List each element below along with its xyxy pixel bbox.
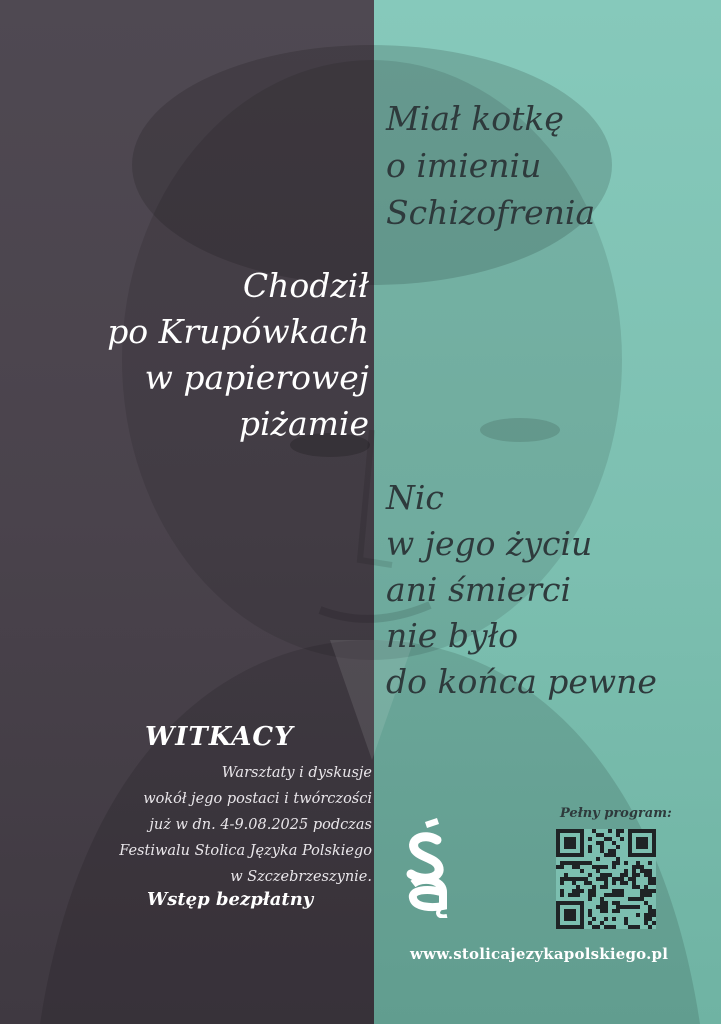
quote-cat <box>386 95 595 236</box>
qr-code-icon[interactable] <box>556 829 656 929</box>
quote-line: po Krupówkach <box>107 312 369 351</box>
website-link[interactable]: www.stolicajezykapolskiego.pl <box>410 945 669 963</box>
description-line: w Szczebrzeszynie. <box>230 869 372 885</box>
quote-line: Chodził <box>242 266 369 305</box>
description-line: już w dn. 4-9.08.2025 podczas <box>149 817 372 833</box>
festival-logo-icon <box>403 818 453 918</box>
program-label: Pełny program: <box>560 806 672 821</box>
quote-line: ani śmierci <box>386 570 572 609</box>
quote-line: o imieniu <box>386 146 542 185</box>
quote-line: nie było <box>386 616 519 655</box>
admission-note: Wstęp bezpłatny <box>147 889 314 910</box>
quote-line: Miał kotkę <box>386 99 564 138</box>
quote-line: w papierowej <box>144 358 369 397</box>
quote-pajamas <box>107 263 369 447</box>
quote-line: Schizofrenia <box>386 193 596 232</box>
quote-line: Nic <box>386 478 444 517</box>
quote-line: do końca pewne <box>386 662 657 701</box>
description-line: Warsztaty i dyskusje <box>221 765 372 781</box>
description-line: Festiwalu Stolica Języka Polskiego <box>119 843 372 859</box>
quote-line: w jego życiu <box>386 524 593 563</box>
event-title: WITKACY <box>145 722 294 752</box>
quote-uncertain <box>386 475 657 705</box>
description-line: wokół jego postaci i twórczości <box>143 791 372 807</box>
quote-line: piżamie <box>238 404 369 443</box>
event-description <box>119 760 372 890</box>
